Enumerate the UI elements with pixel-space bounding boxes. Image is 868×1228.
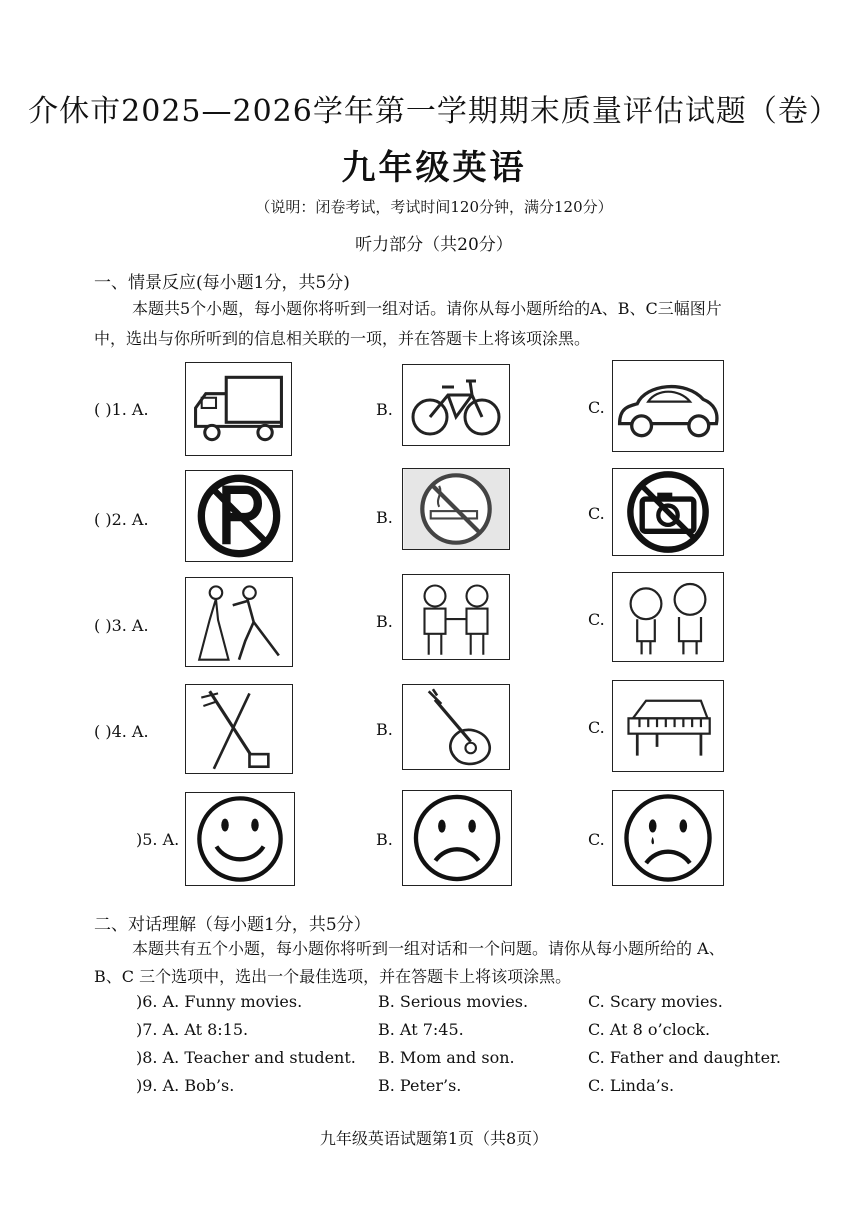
kiss-hand-icon[interactable] — [185, 577, 293, 667]
question-7-option-c[interactable]: C. At 8 o’clock. — [588, 1020, 711, 1039]
question-8-option-a[interactable]: )8. A. Teacher and student. — [136, 1048, 356, 1067]
no-photo-icon[interactable] — [612, 468, 724, 556]
happy-face-icon[interactable] — [185, 792, 295, 886]
question-4-c-label: C. — [588, 718, 605, 737]
crying-face-icon[interactable] — [612, 790, 724, 886]
bow-icon[interactable] — [612, 572, 724, 662]
no-parking-icon[interactable] — [185, 470, 293, 562]
exam-title: 介休市2025—2026学年第一学期期末质量评估试题（卷） — [28, 94, 840, 129]
question-9-option-c[interactable]: C. Linda’s. — [588, 1076, 675, 1095]
question-3-b-label: B. — [376, 612, 393, 631]
question-5-label: )5. A. — [136, 830, 180, 849]
truck-icon[interactable] — [185, 362, 292, 456]
exam-subject: 九年级英语 — [341, 148, 527, 188]
erhu-icon[interactable] — [185, 684, 293, 774]
question-2-c-label: C. — [588, 504, 605, 523]
section1-instructions-2: 中，选出与你所听到的信息相关联的一项，并在答题卡上将该项涂黑。 — [94, 329, 591, 348]
section2-instructions-1: 本题共有五个小题，每小题你将听到一组对话和一个问题。请你从每小题所给的 A、 — [132, 939, 725, 958]
guitar-icon[interactable] — [402, 684, 510, 770]
question-6-option-a[interactable]: )6. A. Funny movies. — [136, 992, 303, 1011]
sad-face-icon[interactable] — [402, 790, 512, 886]
question-2-b-label: B. — [376, 508, 393, 527]
question-3-c-label: C. — [588, 610, 605, 629]
question-4-label: ( )4. A. — [94, 722, 149, 741]
question-5-b-label: B. — [376, 830, 393, 849]
question-8-option-c[interactable]: C. Father and daughter. — [588, 1048, 782, 1067]
question-9-option-b[interactable]: B. Peter’s. — [378, 1076, 462, 1095]
question-6-option-c[interactable]: C. Scary movies. — [588, 992, 723, 1011]
question-3-label: ( )3. A. — [94, 616, 149, 635]
car-icon[interactable] — [612, 360, 724, 452]
section2-instructions-2: B、C 三个选项中，选出一个最佳选项，并在答题卡上将该项涂黑。 — [94, 967, 572, 986]
question-1-label: ( )1. A. — [94, 400, 149, 419]
question-7-option-a[interactable]: )7. A. At 8:15. — [136, 1020, 249, 1039]
page-footer: 九年级英语试题第1页（共8页） — [319, 1129, 549, 1148]
question-8-option-b[interactable]: B. Mom and son. — [378, 1048, 515, 1067]
piano-icon[interactable] — [612, 680, 724, 772]
no-smoking-icon[interactable] — [402, 468, 510, 550]
question-6-option-b[interactable]: B. Serious movies. — [378, 992, 529, 1011]
question-9-option-a[interactable]: )9. A. Bob’s. — [136, 1076, 235, 1095]
question-5-c-label: C. — [588, 830, 605, 849]
question-4-b-label: B. — [376, 720, 393, 739]
exam-note: （说明：闭卷考试，考试时间120分钟，满分120分） — [255, 198, 613, 216]
bicycle-icon[interactable] — [402, 364, 510, 446]
section1-heading: 一、情景反应(每小题1分，共5分) — [94, 273, 350, 293]
question-1-c-label: C. — [588, 398, 605, 417]
question-1-b-label: B. — [376, 400, 393, 419]
listening-heading: 听力部分（共20分） — [355, 235, 513, 255]
question-7-option-b[interactable]: B. At 7:45. — [378, 1020, 464, 1039]
handshake-icon[interactable] — [402, 574, 510, 660]
section2-heading: 二、对话理解（每小题1分，共5分） — [94, 915, 371, 935]
section1-instructions-1: 本题共5个小题，每小题你将听到一组对话。请你从每小题所给的A、B、C三幅图片 — [132, 299, 722, 318]
question-2-label: ( )2. A. — [94, 510, 149, 529]
